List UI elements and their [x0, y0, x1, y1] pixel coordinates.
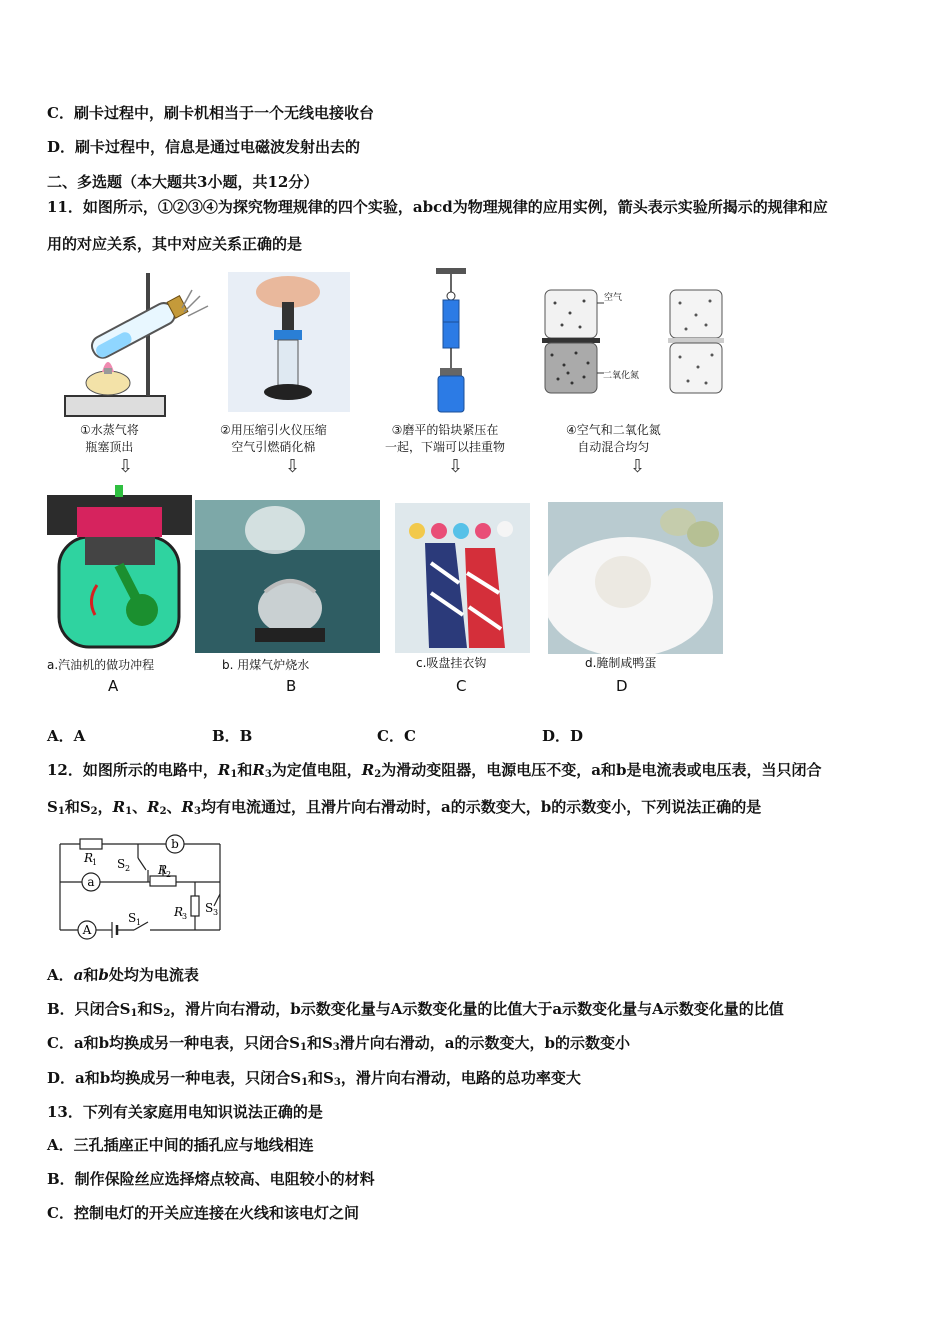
experiment-2-illustration	[228, 272, 350, 412]
r3-resistor	[191, 896, 199, 916]
application-c-towel-image	[395, 503, 530, 653]
jar-label-no2: 二氧化氮	[603, 371, 640, 381]
down-arrow-icon: ⇩	[448, 456, 464, 477]
q11-choice-c: C．C	[377, 727, 416, 745]
q10-option-c: C．刷卡过程中，刷卡机相当于一个无线电接收台	[47, 104, 374, 122]
experiment-4-caption: ④空气和二氧化氮 自动混合均匀	[566, 423, 661, 454]
application-d-caption: d.腌制咸鸭蛋	[585, 656, 657, 670]
q12-stem-line2: $S_1$和$S_2$，$R_1$、$R_2$、$R_3$均有电流通过，且滑片向右滑动时，a的示数变大，b的示数变小，下列说法正确的是	[47, 798, 762, 817]
svg-text:R: R	[84, 851, 94, 865]
experiment-3-caption: ③磨平的铅块紧压在 一起，下端可以挂重物	[385, 423, 506, 454]
q10-option-d: D．刷卡过程中，信息是通过电磁波发射出去的	[47, 138, 361, 156]
svg-text:R: R	[174, 905, 184, 919]
svg-text:A: A	[82, 923, 92, 937]
q12-option-c: C．a和b均换成另一种电表，只闭合$S_1$和$S_3$滑片向右滑动，a的示数变大，b的示数变小	[47, 1034, 630, 1053]
q13-stem: 13．下列有关家庭用电知识说法正确的是	[47, 1103, 323, 1121]
experiment-1-illustration	[60, 268, 210, 423]
svg-text:1: 1	[136, 918, 142, 927]
svg-text:1: 1	[92, 858, 98, 867]
q12-stem-line1: 12．如图所示的电路中，$R_1$和$R_3$为定值电阻，$R_2$为滑动变阻器，电源电压不变，a和b是电流表或电压表，当只闭合	[47, 761, 822, 780]
svg-text:b: b	[171, 837, 179, 851]
application-a-engine-image	[47, 485, 192, 655]
q13-option-c: C．控制电灯的开关应连接在火线和该电灯之间	[47, 1204, 359, 1222]
svg-text:S: S	[128, 911, 137, 925]
application-b-letter: B	[286, 677, 297, 695]
svg-text:R: R	[158, 863, 168, 877]
svg-text:S: S	[117, 857, 126, 871]
q11-choice-a: A．A	[47, 727, 86, 745]
application-c-letter: C	[456, 677, 467, 695]
experiment-2-caption: ②用压缩引火仪压缩 空气引燃硝化棉	[220, 423, 327, 454]
q12-option-a: A．a和b处均为电流表	[47, 966, 199, 984]
application-d-letter: D	[616, 677, 628, 695]
r2-rheostat	[150, 876, 176, 886]
svg-text:a: a	[87, 875, 95, 889]
svg-text:2: 2	[166, 870, 172, 879]
q13-option-a: A．三孔插座正中间的插孔应与地线相连	[47, 1136, 314, 1154]
q11-choice-b: B．B	[212, 727, 253, 745]
experiment-1-caption: ①水蒸气将 瓶塞顶出	[80, 423, 139, 454]
application-b-caption: b. 用煤气炉烧水	[222, 658, 310, 672]
r1-resistor	[80, 839, 102, 849]
experiment-3-illustration	[428, 268, 478, 418]
application-c-caption: c.吸盘挂衣钩	[416, 656, 487, 670]
jar-label-air: 空气	[604, 293, 623, 303]
q12-option-d: D．a和b均换成另一种电表，只闭合$S_1$和$S_3$，滑片向右滑动，电路的总功率变大	[47, 1069, 581, 1088]
svg-text:3: 3	[213, 908, 219, 917]
section-heading: 二、多选题（本大题共3小题，共12分）	[47, 173, 319, 191]
q13-option-b: B．制作保险丝应选择熔点较高、电阻较小的材料	[47, 1170, 375, 1188]
down-arrow-icon: ⇩	[118, 456, 134, 477]
svg-text:3: 3	[182, 912, 188, 921]
q12-option-b: B．只闭合$S_1$和$S_2$，滑片向右滑动，b示数变化量与A示数变化量的比值大于a示数变化量与A示数变化量的比值	[47, 1000, 784, 1019]
q12-circuit-diagram	[50, 832, 240, 942]
application-d-egg-image	[548, 502, 723, 654]
application-a-caption: a.汽油机的做功冲程	[47, 658, 155, 672]
application-a-letter: A	[108, 677, 119, 695]
svg-text:2: 2	[125, 864, 131, 873]
down-arrow-icon: ⇩	[630, 456, 646, 477]
q11-stem-line1: 11．如图所示，①②③④为探究物理规律的四个实验，abcd为物理规律的应用实例，箭头表示实验所揭示的规律和应	[47, 198, 828, 216]
svg-text:S: S	[205, 901, 214, 915]
q11-choice-d: D．D	[542, 727, 584, 745]
down-arrow-icon: ⇩	[285, 456, 301, 477]
q11-stem-line2: 用的对应关系，其中对应关系正确的是	[47, 235, 303, 253]
application-b-kettle-image	[195, 500, 380, 653]
